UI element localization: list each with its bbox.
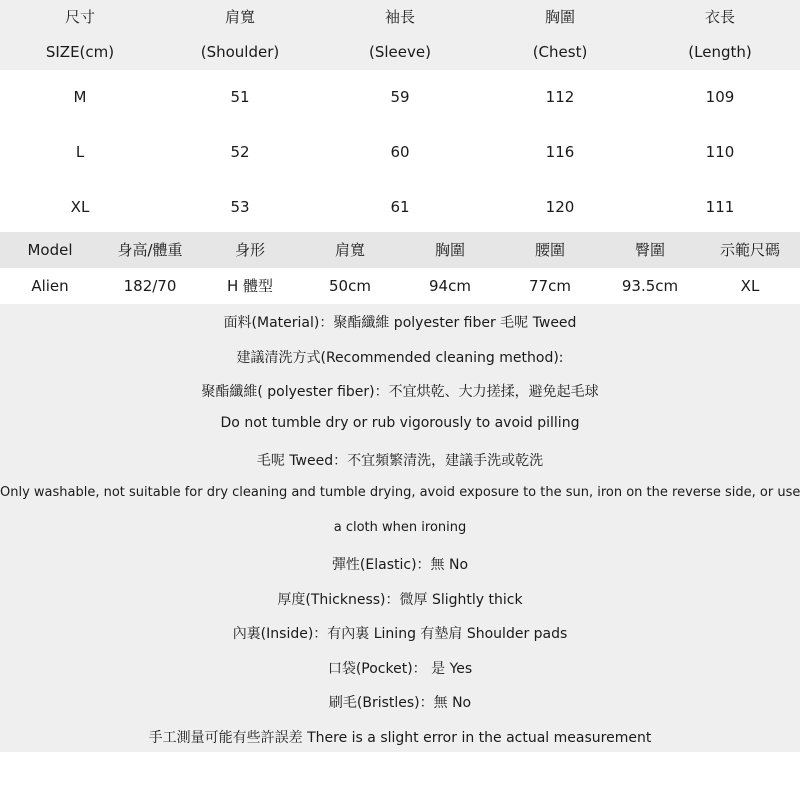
header-zh-shoulder: 肩寬 [224, 8, 255, 26]
note-bristles: 刷毛(Bristles)：無 No [328, 695, 472, 711]
header-en-size: SIZE(cm) [45, 43, 115, 61]
table-row [0, 268, 800, 304]
header-model: Model [27, 241, 73, 259]
header-chest: 胸圍 [434, 241, 465, 259]
size-cell: M [73, 88, 87, 106]
header-en-sleeve: (Sleeve) [369, 43, 431, 61]
sleeve-cell: 60 [390, 143, 410, 161]
model-waist: 77cm [529, 277, 571, 295]
chest-cell: 120 [545, 198, 575, 216]
note-tweed-care: 毛呢 Tweed：不宜頻繁清洗，建議手洗或乾洗 [256, 453, 544, 469]
note-cleaning-title: 建議清洗方式(Recommended cleaning method): [236, 350, 564, 366]
header-body-type: 身形 [234, 241, 265, 259]
header-zh-sleeve: 袖長 [384, 8, 415, 26]
table-row [0, 125, 800, 180]
table-row [0, 70, 800, 125]
size-table-header [0, 0, 800, 70]
note-pocket: 口袋(Pocket)： 是 Yes [327, 661, 473, 677]
header-height-weight: 身高/體重 [117, 241, 183, 259]
shoulder-cell: 52 [230, 143, 250, 161]
note-ironing: a cloth when ironing [333, 520, 467, 535]
header-waist: 腰圍 [534, 241, 565, 259]
model-header-row [0, 232, 800, 268]
product-notes [0, 304, 800, 752]
sleeve-cell: 61 [390, 198, 410, 216]
shoulder-cell: 51 [230, 88, 250, 106]
header-zh-size: 尺寸 [64, 8, 95, 26]
note-polyester-care: 聚酯纖維( polyester fiber)：不宜烘乾、大力搓揉，避免起毛球 [201, 384, 599, 400]
note-measurement-error: 手工測量可能有些許誤差 There is a slight error in the actual measurement [148, 730, 652, 746]
model-name: Alien [31, 277, 69, 295]
size-header-zh-row [0, 0, 800, 35]
size-table [0, 0, 800, 235]
header-en-length: (Length) [688, 43, 752, 61]
note-washing-instructions: Only washable, not suitable for dry cleaning and tumble drying, avoid exposure to the sun, iron on the reverse side, or use [0, 485, 800, 500]
header-hip: 臀圍 [634, 241, 665, 259]
header-zh-chest: 胸圍 [544, 8, 575, 26]
note-material: 面料(Material)：聚酯纖維 polyester fiber 毛呢 Tweed [223, 315, 577, 331]
chest-cell: 116 [545, 143, 575, 161]
size-header-en-row [0, 35, 800, 70]
note-elastic: 彈性(Elastic)：無 No [331, 557, 469, 573]
model-hip: 93.5cm [621, 277, 679, 295]
length-cell: 109 [705, 88, 735, 106]
header-en-shoulder: (Shoulder) [200, 43, 280, 61]
sleeve-cell: 59 [390, 88, 410, 106]
header-en-chest: (Chest) [532, 43, 588, 61]
header-demo-size: 示範尺碼 [719, 241, 780, 259]
header-shoulder: 肩寬 [334, 241, 365, 259]
note-pilling: Do not tumble dry or rub vigorously to avoid pilling [220, 415, 580, 431]
model-body-type: H 體型 [226, 277, 274, 295]
note-thickness: 厚度(Thickness)：微厚 Slightly thick [277, 592, 523, 608]
shoulder-cell: 53 [230, 198, 250, 216]
note-inside: 內裏(Inside)：有內裏 Lining 有墊肩 Shoulder pads [232, 626, 568, 642]
table-row [0, 180, 800, 235]
model-chest: 94cm [429, 277, 471, 295]
header-zh-length: 衣長 [704, 8, 735, 26]
model-height-weight: 182/70 [123, 277, 177, 295]
chest-cell: 112 [545, 88, 575, 106]
size-cell: XL [70, 198, 90, 216]
size-cell: L [75, 143, 85, 161]
model-table [0, 232, 800, 304]
length-cell: 110 [705, 143, 735, 161]
model-demo-size: XL [740, 277, 760, 295]
model-shoulder: 50cm [329, 277, 371, 295]
length-cell: 111 [705, 198, 735, 216]
